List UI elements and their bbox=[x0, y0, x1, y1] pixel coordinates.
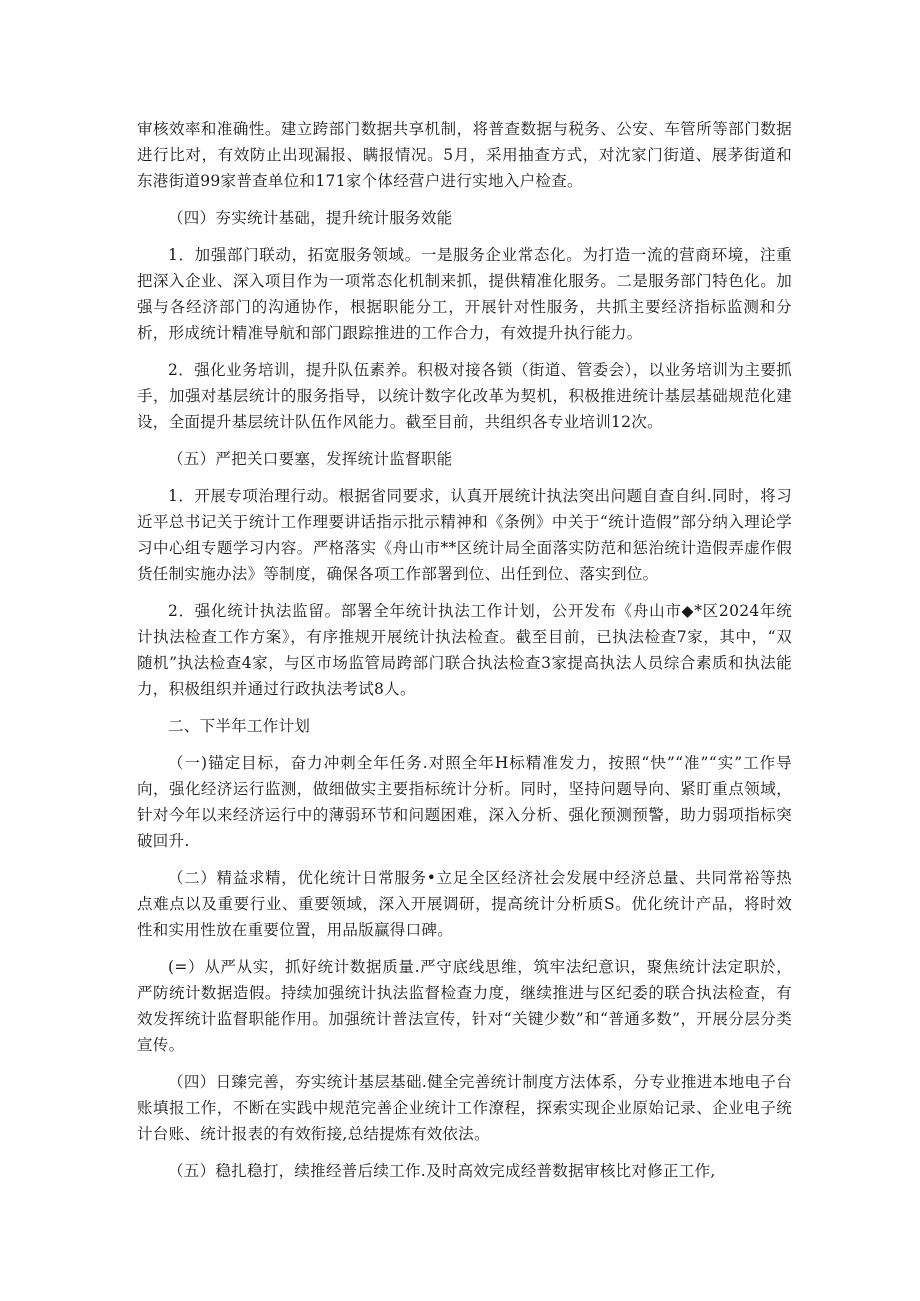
body-paragraph: （二）精益求精，优化统计日常服务•立足全区经济社会发展中经济总量、共同常裕等热点难点以及重要行业、重要领域，深入开展调研，提高统计分析质S。优化统计产品，将时效性和实用性放在重要位置，用品版赢得口碑。 bbox=[137, 869, 792, 939]
body-paragraph: （一)锚定目标，奋力冲刺全年任务.对照全年H标精准发力，按照“快”“准”“实”工作导向，强化经济运行监测，做细做实主要指标统计分析。同时，坚持问题导向、紧盯重点领域，针对今年以来经济运行中的薄弱环节和问题困难，深入分析、强化预测预警，助力弱项指标突破回升. bbox=[137, 754, 792, 850]
body-paragraph: 2．强化统计执法监留。部署全年统计执法工作计划，公开发布《舟山市◆*区2024年统计执法检查工作方案》，有序推规开展统计执法检查。截至目前，已执法检查7家，其中，“双随机”执法检查4家，与区市场监管局跨部门联合执法检查3家提高执法人员综合素质和执法能力，积极组织并通过行政执法考试8人。 bbox=[137, 602, 792, 698]
body-paragraph: （五）稳扎稳打，续推经普后续工作.及时高效完成经普数据审核比对修正工作, bbox=[168, 1162, 716, 1180]
document-page bbox=[137, 116, 792, 1195]
section-heading-4: （四）夯实统计基础，提升统计服务效能 bbox=[168, 209, 453, 227]
body-paragraph: 1．加强部门联动，拓宽服务领域。一是服务企业常态化。为打造一流的营商环境，注重把深入企业、深入项目作为一项常态化机制来抓，提供精准化服务。二是服务部门特色化。加强与各经济部门的沟通协作，根据职能分工，开展针对性服务，共抓主要经济指标监测和分析，形成统计精准导航和部门跟踪推进的工作合力，有效提升执行能力。 bbox=[137, 246, 792, 342]
body-paragraph: 2．强化业务培训，提升队伍素养。积极对接各锁（街道、管委会），以业务培训为主要抓手，加强对基层统计的服务指导，以统计数字化改革为契机，积极推进统计基层基础规范化建设，全面提升基层统计队伍作风能力。截至目前，共组织各专业培训12次。 bbox=[137, 361, 792, 431]
body-paragraph: 1．开展专项治理行动。根据省同要求，认真开展统计执法突出问题自查自纠.同时，将习近平总书记关于统计工作理要讲话指示批示精神和《条例》中关于“统计造假”部分纳入理论学习中心组专题学习内容。严格落实《舟山市**区统计局全面落实防范和惩治统计造假弄虚作假货任制实施办法》等制度，确保各项工作部署到位、出任到位、落实到位。 bbox=[137, 487, 792, 583]
body-paragraph: （四）日臻完善，夯实统计基层基础.健全完善统计制度方法体系，分专业推进本地电子台账填报工作，不断在实践中规范完善企业统计工作潦程，探索实现企业原始记录、企业电子统计台账、统计报表的有效衔接,总结提炼有效依法。 bbox=[137, 1073, 792, 1143]
body-paragraph: (=）从严从实，抓好统计数据质量.严守底线思维，筑牢法纪意识，聚焦统计法定职於，严防统计数据造假。持续加强统计执法监督检查力度，继续推进与区纪委的联合执法检查，有效发挥统计监督职能作用。加强统计普法宣传，针对“关键少数”和“普通多数”，开展分层分类宣传。 bbox=[137, 958, 792, 1054]
section-heading-5: （五）严把关口要塞，发挥统计监督职能 bbox=[168, 450, 453, 468]
continuation-paragraph: 审核效率和准确性。建立跨部门数据共享机制，将普查数据与税务、公安、车管所等部门数据进行比对，有效防止出现漏报、瞒报情况。5月，采用抽查方式，对沈家门街道、展茅街道和东港街道99家普查单位和171家个体经营户进行实地入户检查。 bbox=[137, 120, 792, 190]
section-heading-plan: 二、下半年工作计划 bbox=[168, 717, 311, 735]
